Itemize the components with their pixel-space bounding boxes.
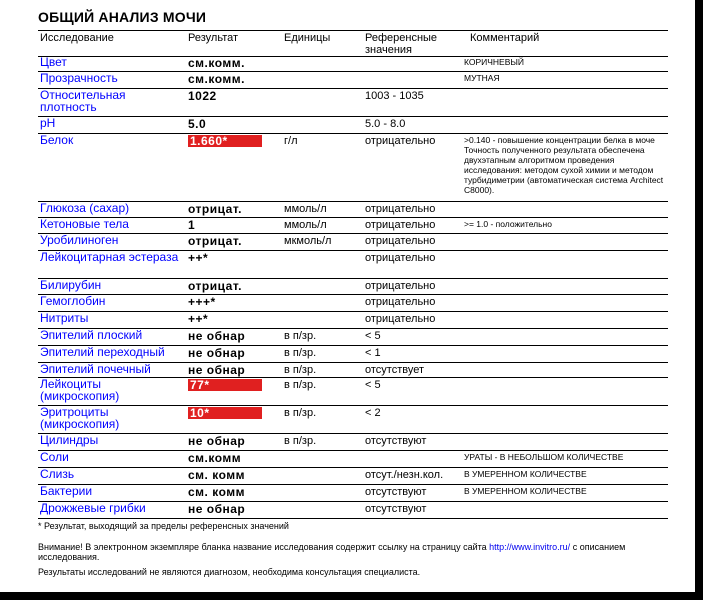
- test-name[interactable]: Бактерии: [40, 484, 93, 498]
- table-row: [38, 55, 668, 72]
- result-value: см.комм.: [188, 56, 245, 70]
- reference-range: отрицательно: [365, 280, 436, 292]
- test-name[interactable]: Глюкоза (сахар): [40, 201, 130, 215]
- notice: [38, 542, 678, 562]
- units: ммоль/л: [284, 203, 327, 215]
- test-name[interactable]: Эритроциты (микроскопия): [40, 405, 120, 431]
- report-title: ОБЩИЙ АНАЛИЗ МОЧИ: [38, 9, 207, 25]
- test-name[interactable]: Эпителий переходный: [40, 345, 165, 359]
- test-name[interactable]: Цвет: [40, 55, 67, 69]
- result-value: 77*: [188, 379, 262, 391]
- result-value: ++*: [188, 312, 209, 326]
- result-value: ++*: [188, 251, 209, 265]
- units: мкмоль/л: [284, 235, 332, 247]
- test-name[interactable]: Лейкоцитарная эстераза: [40, 250, 179, 264]
- reference-range: отсутствуют: [365, 435, 427, 447]
- comment: В УМЕРЕННОМ КОЛИЧЕСТВЕ: [464, 486, 587, 496]
- reference-range: отрицательно: [365, 135, 436, 147]
- table-row: [38, 328, 668, 346]
- comment: КОРИЧНЕВЫЙ: [464, 57, 525, 67]
- reference-range: < 2: [365, 407, 381, 419]
- header-result: Результат: [188, 32, 239, 44]
- result-value: не обнар: [188, 502, 246, 516]
- units: в п/зр.: [284, 330, 317, 342]
- comment: УРАТЫ - В НЕБОЛЬШОМ КОЛИЧЕСТВЕ: [464, 452, 624, 462]
- reference-range: < 5: [365, 379, 381, 391]
- result-value: не обнар: [188, 363, 246, 377]
- units: ммоль/л: [284, 219, 327, 231]
- table-row: [38, 133, 668, 202]
- comment: >0.140 - повышение концентрации белка в моче Точность полученного результата обеспечена двухэтапным алгоритмом проведения исследования: методом сухой химии и методом турбидиметрии (автоматическая система Architect C8000).: [464, 135, 664, 195]
- units: в п/зр.: [284, 435, 317, 447]
- notice-text-after: с описанием исследования.: [38, 542, 626, 562]
- result-value: см. комм: [188, 468, 245, 482]
- units: в п/зр.: [284, 364, 317, 376]
- result-value: отрицат.: [188, 202, 242, 216]
- test-name[interactable]: Нитриты: [40, 311, 89, 325]
- test-name[interactable]: Уробилиноген: [40, 233, 119, 247]
- reference-range: 1003 - 1035: [365, 90, 424, 102]
- table-row: [38, 88, 668, 117]
- table-header: [38, 30, 668, 57]
- table-row: [38, 71, 668, 89]
- table-row: [38, 217, 668, 234]
- header-reference: Референсные значения: [365, 32, 438, 56]
- invitro-link[interactable]: http://www.invitro.ru/: [489, 542, 571, 552]
- result-value: см. комм: [188, 485, 245, 499]
- header-units: Единицы: [284, 32, 331, 44]
- test-name[interactable]: Прозрачность: [40, 71, 118, 85]
- test-name[interactable]: Соли: [40, 450, 69, 464]
- table-row: [38, 405, 668, 434]
- notice-text-before: Внимание! В электронном экземпляре бланка название исследования содержит ссылку на страницу сайта: [38, 542, 490, 552]
- reference-range: отсутствует: [365, 364, 425, 376]
- reference-range: отрицательно: [365, 203, 436, 215]
- units: г/л: [284, 135, 298, 147]
- result-value: не обнар: [188, 329, 246, 343]
- header-comment: Комментарий: [470, 32, 540, 44]
- table-row: [38, 501, 668, 519]
- result-value: 10*: [188, 407, 262, 419]
- table-row: [38, 311, 668, 329]
- result-value: не обнар: [188, 346, 246, 360]
- units: в п/зр.: [284, 347, 317, 359]
- table-row: [38, 450, 668, 468]
- test-name[interactable]: Билирубин: [40, 278, 102, 292]
- table-row: [38, 345, 668, 363]
- result-value: см.комм.: [188, 72, 245, 86]
- comment: В УМЕРЕННОМ КОЛИЧЕСТВЕ: [464, 469, 587, 479]
- result-value: 1.660*: [188, 135, 262, 147]
- table-row: [38, 116, 668, 134]
- table-row: [38, 484, 668, 502]
- header-name: Исследование: [40, 32, 114, 44]
- table-row: [38, 201, 668, 218]
- test-name[interactable]: Эпителий почечный: [40, 362, 151, 376]
- comment: МУТНАЯ: [464, 73, 500, 83]
- reference-range: отсутствуют: [365, 503, 427, 515]
- result-value: +++*: [188, 295, 216, 309]
- reference-range: отрицательно: [365, 252, 436, 264]
- result-value: см.комм: [188, 451, 242, 465]
- result-value: отрицат.: [188, 279, 242, 293]
- edge-strip-bottom: [0, 592, 703, 600]
- test-name[interactable]: pH: [40, 116, 56, 130]
- reference-range: < 5: [365, 330, 381, 342]
- test-name[interactable]: Относительная плотность: [40, 88, 126, 114]
- table-row: [38, 433, 668, 451]
- result-value: 5.0: [188, 117, 207, 131]
- test-name[interactable]: Слизь: [40, 467, 75, 481]
- table-row: [38, 467, 668, 485]
- reference-range: < 1: [365, 347, 381, 359]
- table-row: [38, 377, 668, 406]
- footnote: * Результат, выходящий за пределы референсных значений: [38, 521, 289, 531]
- table-row: [38, 362, 668, 378]
- disclaimer: Результаты исследований не являются диагнозом, необходима консультация специалиста.: [38, 567, 421, 577]
- result-value: 1022: [188, 89, 217, 103]
- result-value: 1: [188, 218, 196, 232]
- reference-range: отрицательно: [365, 235, 436, 247]
- reference-range: отрицательно: [365, 313, 436, 325]
- reference-range: отрицательно: [365, 219, 436, 231]
- table-row: [38, 294, 668, 312]
- test-name[interactable]: Дрожжевые грибки: [40, 501, 146, 515]
- units: в п/зр.: [284, 379, 317, 391]
- table-row: [38, 233, 668, 251]
- result-value: не обнар: [188, 434, 246, 448]
- reference-range: отрицательно: [365, 296, 436, 308]
- result-value: отрицат.: [188, 234, 242, 248]
- units: в п/зр.: [284, 407, 317, 419]
- test-name[interactable]: Цилиндры: [40, 433, 99, 447]
- table-row: [38, 250, 668, 279]
- comment: >= 1.0 - положительно: [464, 219, 552, 229]
- reference-range: отсут./незн.кол.: [365, 469, 444, 481]
- test-name[interactable]: Белок: [40, 133, 74, 147]
- reference-range: отсутствуют: [365, 486, 427, 498]
- test-name[interactable]: Гемоглобин: [40, 294, 106, 308]
- test-name[interactable]: Эпителий плоский: [40, 328, 143, 342]
- test-name[interactable]: Кетоновые тела: [40, 217, 129, 231]
- reference-range: 5.0 - 8.0: [365, 118, 406, 130]
- edge-strip-right: [695, 0, 703, 600]
- test-name[interactable]: Лейкоциты (микроскопия): [40, 377, 120, 403]
- table-row: [38, 278, 668, 295]
